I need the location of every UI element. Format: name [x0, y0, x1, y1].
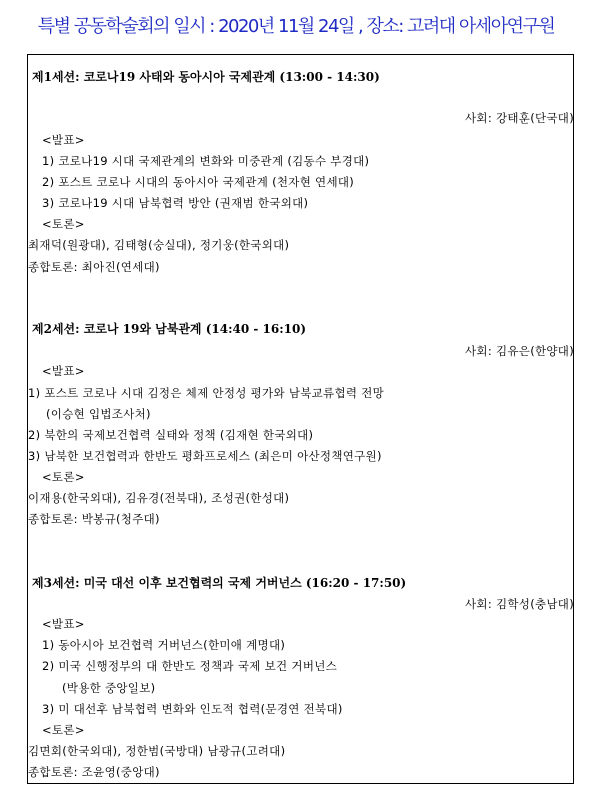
session-1-presentation-2: 2) 포스트 코로나 시대의 동아시아 국제관계 (천자현 연세대) [42, 175, 355, 189]
session-2-presentation-2: 2) 북한의 국제보건협력 실태와 정책 (김재현 한국외대) [28, 428, 314, 442]
page-title: 특별 공동학술회의 일시 : 2020년 11월 24일 , 장소: 고려대 아세아연구원 [37, 16, 555, 37]
session-3-presentation-1: 1) 동아시아 보건협력 거버넌스(한미애 계명대) [42, 638, 286, 652]
session-3-discussants: 김면회(한국외대), 정한범(국방대) 남광규(고려대) [28, 744, 286, 758]
session-3-heading: 제3세션: 미국 대선 이후 보건협력의 국제 거버넌스 (16:20 - 17:50) [32, 576, 407, 590]
session-3-discussion-label: <토론> [42, 723, 85, 737]
session-2-presentation-1-author: (이승현 입법조사처) [46, 407, 151, 421]
session-1-presentation-3: 3) 코로나19 시대 남북협력 방안 (권재범 한국외대) [42, 196, 309, 210]
session-2-discussion-label: <토론> [42, 470, 85, 484]
session-3-presentation-label: <발표> [42, 617, 85, 631]
session-1-heading: 제1세션: 코로나19 사태와 동아시아 국제관계 (13:00 - 14:30) [32, 70, 380, 84]
session-2-presentation-label: <발표> [42, 364, 85, 378]
session-3-presentation-2-author: (박용한 중앙일보) [62, 681, 156, 695]
session-1-discussion-label: <토론> [42, 217, 85, 231]
session-1-presentation-1: 1) 코로나19 시대 국제관계의 변화와 미중관계 (김동수 부경대) [42, 154, 370, 168]
session-2-general-discussion: 종합토론: 박봉규(청주대) [28, 512, 160, 526]
session-2-presentation-1: 1) 포스트 코로나 시대 김정은 체제 안정성 평가와 남북교류협력 전망 [28, 386, 385, 400]
session-3-chair: 사회: 김학성(충남대) [465, 597, 574, 611]
session-3-general-discussion: 종합토론: 조윤영(중앙대) [28, 765, 160, 779]
session-3-presentation-2: 2) 미국 신행정부의 대 한반도 정책과 국제 보건 거버넌스 [42, 659, 338, 673]
session-1-general-discussion: 종합토론: 최아진(연세대) [28, 260, 160, 274]
session-2-presentation-3: 3) 남북한 보건협력과 한반도 평화프로세스 (최은미 아산정책연구원) [28, 449, 382, 463]
session-1-discussants: 최재덕(원광대), 김태형(숭실대), 정기웅(한국외대) [28, 238, 290, 252]
session-2-heading: 제2세션: 코로나 19와 남북관계 (14:40 - 16:10) [32, 322, 307, 336]
session-3-presentation-3: 3) 미 대선후 남북협력 변화와 인도적 협력(문경연 전북대) [42, 702, 343, 716]
session-1-chair: 사회: 강태훈(단국대) [465, 111, 574, 125]
session-1-presentation-label: <발표> [42, 133, 85, 147]
session-2-discussants: 이재용(한국외대), 김유경(전북대), 조성권(한성대) [28, 491, 290, 505]
session-2-chair: 사회: 김유은(한양대) [465, 344, 574, 358]
